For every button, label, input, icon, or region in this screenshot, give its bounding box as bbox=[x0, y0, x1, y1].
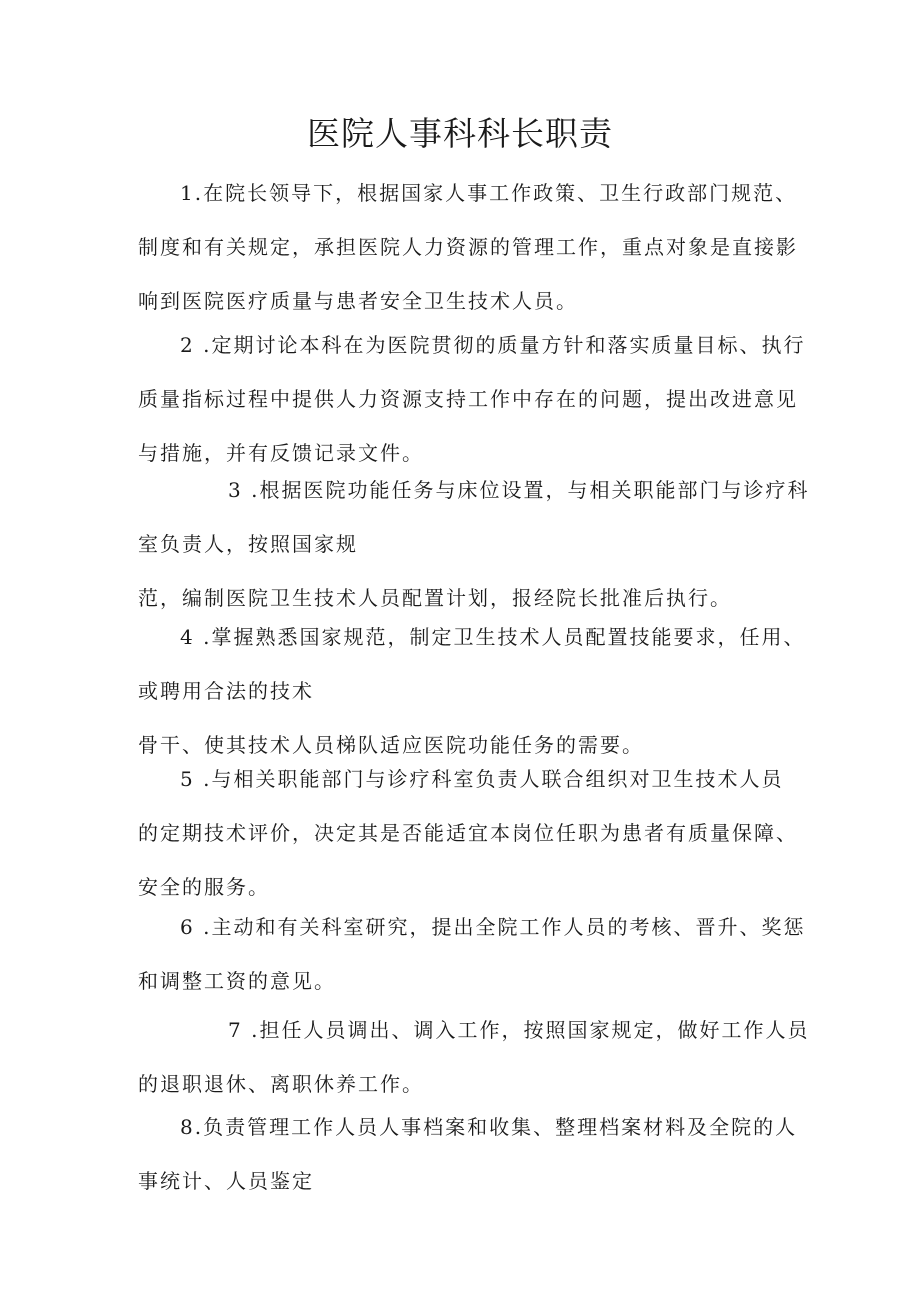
document-title: 医院人事科科长职责 bbox=[307, 114, 613, 153]
paragraph-line: 和调整工资的意见。 bbox=[138, 969, 336, 993]
paragraph-line: 或聘用合法的技术 bbox=[138, 679, 314, 703]
paragraph-line: 的退职退休、离职休养工作。 bbox=[138, 1072, 424, 1096]
paragraph-line: 5 .与相关职能部门与诊疗科室负责人联合组织对卫生技术人员 bbox=[180, 767, 784, 791]
paragraph-1 bbox=[138, 166, 798, 328]
paragraph-line: 骨干、使其技术人员梯队适应医院功能任务的需要。 bbox=[138, 733, 644, 757]
paragraph-4 bbox=[138, 610, 806, 772]
paragraph-5 bbox=[138, 752, 798, 914]
paragraph-line: 的定期技术评价，决定其是否能适宜本岗位任职为患者有质量保障、 bbox=[138, 821, 798, 845]
paragraph-line: 6 .主动和有关科室研究，提出全院工作人员的考核、晋升、奖惩 bbox=[180, 915, 806, 939]
paragraph-line: 与措施，并有反馈记录文件。 bbox=[138, 441, 424, 465]
paragraph-line: 响到医院医疗质量与患者安全卫生技术人员。 bbox=[138, 289, 578, 313]
paragraph-line: 8.负责管理工作人员人事档案和收集、整理档案材料及全院的人 bbox=[180, 1115, 798, 1139]
paragraph-line: 3 .根据医院功能任务与床位设置，与相关职能部门与诊疗科 bbox=[228, 478, 810, 502]
paragraph-line: 安全的服务。 bbox=[138, 875, 270, 899]
paragraph-line: 4 .掌握熟悉国家规范，制定卫生技术人员配置技能要求，任用、 bbox=[180, 625, 806, 649]
paragraph-3 bbox=[138, 463, 810, 625]
paragraph-8 bbox=[138, 1100, 798, 1208]
paragraph-6 bbox=[138, 900, 806, 1008]
paragraph-2 bbox=[138, 318, 806, 480]
paragraph-line: 2 .定期讨论本科在为医院贯彻的质量方针和落实质量目标、执行 bbox=[180, 333, 806, 357]
paragraph-line: 1.在院长领导下，根据国家人事工作政策、卫生行政部门规范、 bbox=[180, 181, 798, 205]
paragraph-line: 质量指标过程中提供人力资源支持工作中存在的问题，提出改进意见 bbox=[138, 387, 798, 411]
paragraph-line: 7 .担任人员调出、调入工作，按照国家规定，做好工作人员 bbox=[228, 1018, 810, 1042]
paragraph-line: 范，编制医院卫生技术人员配置计划，报经院长批准后执行。 bbox=[138, 586, 732, 610]
paragraph-line: 室负责人，按照国家规 bbox=[138, 532, 358, 556]
paragraph-line: 制度和有关规定，承担医院人力资源的管理工作，重点对象是直接影 bbox=[138, 235, 798, 259]
paragraph-line: 事统计、人员鉴定 bbox=[138, 1169, 314, 1193]
paragraph-7 bbox=[138, 1003, 810, 1111]
